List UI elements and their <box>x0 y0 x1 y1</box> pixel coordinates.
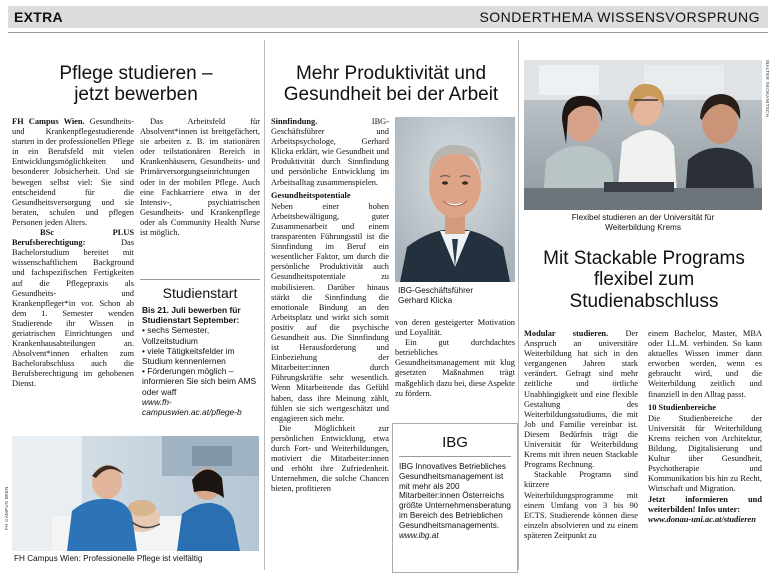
headline-line: Pflege studieren – <box>59 63 213 84</box>
col2-subhead: 10 Studienbereiche <box>648 402 717 412</box>
studienstart-title: Studienstart <box>162 285 238 301</box>
studienstart-rule <box>140 279 260 280</box>
nursing-photo-illustration <box>12 436 259 551</box>
ibg-rule <box>399 456 511 457</box>
krems-photo-credit: WALTER SKOKANITSCH <box>765 60 770 118</box>
headline-line: Mit Stackable Programs <box>543 248 745 269</box>
column-divider <box>518 40 519 570</box>
studienstart-lead: Bis 21. Juli bewerben für Studienstart September: <box>142 305 241 326</box>
lead-bold: FH Campus Wien. <box>12 117 85 126</box>
column-divider <box>264 40 265 570</box>
ibg-text <box>399 462 513 540</box>
article1-headline <box>12 63 260 106</box>
article1-col1 <box>12 117 134 415</box>
col2-text: Das Arbeitsfeld für Absolvent*innen ist breitgefächert, sie arbeiten z. B. im stationären oder teilstationären Bereich in Krankenhäusern, Gesundheits- und Primärversorgungseinrichtungen oder in der mobilen Pflege. Auch eine Fachkarriere etwa in der Intensiv-, psychiatrischen Gesundheits- und Krankenpflege oder als Community Health Nurse ist möglich. <box>140 117 260 238</box>
portrait-photo <box>395 117 515 282</box>
ibg-url[interactable]: www.ibg.at <box>399 530 439 540</box>
intro-text: IBG-Geschäftsführer und Arbeitspsychologe, Gerhard Klicka erklärt, wie Gesundheit und Produktivität durch Sinnfindung und persönliche Entwicklung im Arbeitsalltag zusammenspielen. <box>271 117 389 187</box>
body4: Ein gut durchdachtes betriebliches Gesundheitsmanagement mit klug gesetzten Maßnahmen trägt maßgeblich dazu bei, diese Aspekte zu fördern. <box>395 338 515 398</box>
cta-bold: Jetzt informieren und weiterbilden! Infos unter: <box>648 494 762 514</box>
body2: Die Möglichkeit zur persönlichen Entwicklung, etwa durch Fort- und Weiterbildungen, motiviert die Mitarbeiter:innen und erhöht ihre Zufriedenheit. Unternehmen, die solche Chancen bieten, profitieren <box>271 423 389 494</box>
col1-bold: Modular studieren. <box>524 329 609 338</box>
article2-col1 <box>271 117 389 573</box>
ibg-title: IBG <box>442 434 468 451</box>
nursing-photo <box>12 436 259 551</box>
krems-photo-illustration <box>524 60 762 210</box>
bullet-text: Förderungen möglich – informieren Sie sich beim AMS oder waff <box>142 366 257 397</box>
bullet-text: viele Tätigkeitsfelder im Studium kennenlernen <box>142 345 235 367</box>
bullet-text: sechs Semester, Vollzeitstudium <box>142 325 210 346</box>
bullet-item: • viele Tätigkeitsfelder im Studium kennenlernen <box>142 345 235 367</box>
headline-line: Gesundheit bei der Arbeit <box>283 84 499 106</box>
col2-text: einem Bachelor, Master, MBA oder LL.M. verbinden. So kann aktuelles Wissen immer dann erworben werden, wenn es gebraucht wird, und die Weiterbildung zeitlich und finanziell in den Alltag passt. <box>648 329 762 399</box>
p2-bold: BSc PLUS Berufsberechtigung: <box>12 228 134 248</box>
body3: von deren gesteigerter Motivation und Loyalität. <box>395 318 515 338</box>
studienstart-box <box>140 279 260 419</box>
headline-line: Studienabschluss <box>569 290 719 312</box>
article2-headline <box>268 63 514 106</box>
studienstart-info <box>142 305 260 417</box>
article3-col1 <box>524 329 638 573</box>
section-theme: SONDERTHEMA WISSENSVORSPRUNG <box>479 9 760 25</box>
col2-p2: Die Studienbereiche der Universität für Weiterbildung Krems reichen von Architektur, Bildung, Digitalisierung und Kultur über Gesundheit, Psychotherapie und Kommunikation bis hin zu Recht, Wirtschaft und Migration. <box>648 413 762 494</box>
ibg-info-box <box>392 423 518 573</box>
portrait-illustration <box>395 117 515 282</box>
caption-line: Gerhard Klicka <box>398 295 453 305</box>
bullet-item: • Förderungen möglich – informieren Sie sich beim AMS oder waff <box>142 366 257 397</box>
krems-photo-caption <box>524 213 762 232</box>
caption-line: IBG-Geschäftsführer <box>398 286 474 295</box>
bullet-item: • sechs Semester, Vollzeitstudium <box>142 325 210 346</box>
portrait-caption <box>398 286 516 305</box>
caption-line: Flexibel studieren an der Universität für <box>571 213 715 222</box>
krems-photo <box>524 60 762 210</box>
photo-credit: FH CAMPUS WIEN <box>4 486 9 530</box>
caption-line: Weiterbildung Krems <box>605 222 681 232</box>
p2-text: Das Bachelorstudium bereitet mit wissenschaftlichem Background und fachspezifischen Fertigkeiten auf die Pflegepraxis als Gesundheits- und Krankenpfleger*in vor. Schon ab dem 1. Semester wenden Studierende ihr Wissen in geriatrischen Einrichtungen und Krankenhausabteilungen an. Absolvent*innen erhalten zum Bachelorabschluss auch die Berufsberechtigung im gehobenen Dienst. <box>12 238 134 389</box>
col1-p2: Stackable Programs sind kürzere Weiterbildungsprogramme mit einem Umfang von 3 bis 90 ECTS. Studierende können diese einzeln absolvieren und zu einem späteren Zeitpunkt zu <box>524 470 638 540</box>
subhead: Gesundheitspotentiale <box>271 190 351 200</box>
cta-url[interactable]: www.donau-uni.ac.at/studieren <box>648 514 756 524</box>
header-rule <box>8 32 768 33</box>
article3-headline <box>522 248 766 312</box>
studienstart-url[interactable]: www.fh-campuswien.ac.at/pflege-b <box>142 396 242 418</box>
col1-text: Der Anspruch an universitäre Weiterbildung hat sich in den vergangenen Jahren stark verändert. Gefragt sind mehr zeitliche und örtliche Unabhängigkeit und eine flexible Gestaltung des Weiterbildungsstudiums, die mit Job und Familie vereinbar ist. Diesem Bedürfnis trägt die Universität für Weiterbildung Krems mit ihren neuen Stackable Programs Rechnung. <box>524 329 638 470</box>
section-label: EXTRA <box>14 9 63 25</box>
article2-col2 <box>395 318 515 418</box>
lead-text: Gesundheits- und Krankenpflegestudierende starten in der professionellen Pflege in ein Berufsfeld mit vielen Entwicklungsmöglichkeiten und besonderer Jobsicherheit. Und sie bewegen selbst viel: Sie sind entscheidend für die Gesundheitsversorgung und sie beraten, schulen und pflegen Personen jeden Alters. <box>12 117 134 227</box>
headline-line: jetzt bewerben <box>74 84 198 106</box>
body1: Neben einer hohen Arbeitsbewältigung, guter Zusammenarbeit und einem transparenten Führungsstil ist die Sinnfindung im Beruf ein wesentlicher Faktor, um durch die persönliche Produktivität auch Gesundheitspotentiale zu mobilisieren. Darüber hinaus stärkt die Sinnfindung die emotionale Bindung an den Arbeitsplatz und wirkt sich somit positiv auf die psychische Gesundheit aus. Die Sinnfindung ist Herausforderung und Einbeziehung der Mitarbeiter:innen durch Führungskräfte sehr wesentlich. Wenn Mitarbeitende das Gefühl haben, dass ihre Meinung zählt, fühlen sie sich wertgeschätzt und engagieren sich mehr. <box>271 201 389 423</box>
section-header <box>8 6 768 28</box>
headline-line: Mehr Produktivität und <box>295 63 487 84</box>
photo-caption: FH Campus Wien: Professionelle Pflege ist vielfältig <box>14 554 203 563</box>
article1-col2 <box>140 117 260 267</box>
ibg-description: IBG Innovatives Betriebliches Gesundheitsmanagement ist mit mehr als 200 Mitarbeiter:innen Österreichs größte Unternehmensberatung im Bereich des Betrieblichen Gesundheitsmanagements. <box>399 462 511 530</box>
headline-line: flexibel zum <box>593 269 695 291</box>
intro-bold: Sinnfindung. <box>271 117 318 126</box>
article3-col2 <box>648 329 762 573</box>
